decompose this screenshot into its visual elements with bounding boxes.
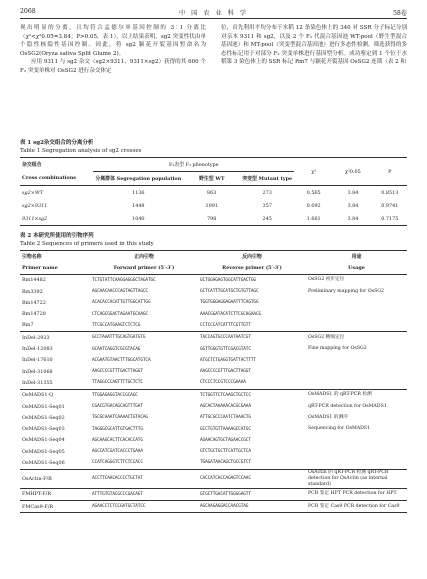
table2-cell-fwd: ACACACCACATTGTTGGCATTGG [92,300,151,306]
table2-cell-name: Rm14728 [22,311,46,318]
table-row [20,343,407,354]
table2-cell-name: InDel-31068 [22,368,53,375]
table1-cell-p: 0.8513 [381,189,399,196]
table1-header-chi05: χ²0.05 [333,158,372,186]
table2-cell-use [306,435,407,446]
table-row [20,274,407,286]
table-row [20,377,407,389]
table2-cell-name: OsMADS1-Q [22,392,54,399]
table2-cell-rev: GCTGGAGAGTGGCATTGACTGG [200,277,256,283]
table2-cell-fwd: TAGGGCGCATTGTGACTTTG [92,426,143,432]
table1-caption-cn: 表 1 sg2杂交组合的分离分析 [20,140,94,146]
table1-cell-p: 0.7175 [373,212,408,226]
table-row [20,401,407,412]
table2-cell-use: PCR 鉴定 Cas9 PCR detection for Cas9 [306,500,407,512]
table1-caption-en: Table 1 Segregation analysis of sg2 crosses [20,147,142,154]
table-row [20,435,407,446]
table2-cell-name: InDel-17610 [22,357,53,364]
table2-cell-rev: CCTCCCATCATTTCGTTGTT [198,320,306,332]
table2-cell-fwd: TGCGCAAATCAAAACTGTACAG [92,415,148,421]
table2-cell-rev: GCCTGTGTTAAAAGCCATGC [200,426,251,432]
table1-cell-combo: 9311×sg2 [20,212,93,226]
table1-cell-wt: 1091 [205,202,218,209]
table2-cell-fwd: ATTTGTGTACGCCCGACAGT [90,488,198,500]
table2-cell-name: OsMADS1-Seq04 [22,437,65,444]
table2-cell-name: OsMADS1-Seq03 [22,426,65,433]
table2-header-use-en: Usage [306,262,407,274]
table2-cell-use: OsSG2 精细定位 [308,334,345,340]
table2-cell-rev: GCTCATTTGCATGCTGTGTTAGC [200,289,259,295]
table-row [20,446,407,457]
table2-cell-use: qRT-PCR detection for OsMADS1 [308,403,387,409]
table2 [20,250,407,513]
table2-cell-use [306,366,407,377]
table2-cell-use: OsActin 的 qRT-PCR 检测 qRT-PCR detection for OsActin (as internal standard) [306,469,407,488]
table-row [20,355,407,366]
table1-header-chi: χ² [294,158,333,186]
table1-cell-seg: 1448 [132,202,145,209]
table-row [20,457,407,469]
table2-caption [20,233,154,248]
table2-cell-name: Rm3392 [22,288,43,295]
table2-header-name-en: Primer name [20,262,90,274]
table2-cell-name: InDel-31355 [20,377,90,389]
table2-cell-fwd: AGAACCTCTCCGATGCTATCC [90,500,198,512]
table2-cell-use [306,355,407,366]
table2-header-rev-cn: 反向引物 [198,251,306,263]
table1-cell-chi05: 3.84 [347,202,359,209]
body-paragraph: 现出明显的分离，且均符合孟德尔单基因控制的 3∶1 分离比（χ²<χ²0.05=3.84；P>0.05，表 1），以上结果表明，sg2 突变性状由单个隐性核隐性基因控制。因此，将 sg2 颖花开裂基因暂命名为 OsSG2(Oryza sativa Split Glume 2)。 [20,25,206,57]
table-row [20,389,407,401]
table2-cell-rev: CTCCCTCCGTCCCGAAAA [198,377,306,389]
table2-cell-rev: AGAACAGTGCTAGAACCGCT [200,437,251,443]
table1-header-wt: 野生型 WT [183,172,240,186]
table2-cell-rev: ATTGCGCCCAATCTAAACTG [200,415,251,421]
table1-cell-mut: 245 [240,212,294,226]
table2-cell-use [306,457,407,469]
table2-cell-fwd: TTGGAGAGGTACCGCAGC [92,392,138,398]
table2-cell-use [306,297,407,308]
table2-cell-rev: TGGTGGGAGGAGAATTTCAGTGG [200,300,259,306]
table1-cell-combo: sg2×WT [22,189,44,196]
table-row [20,423,407,434]
table-row [20,297,407,308]
table2-cell-fwd: TTAGGCCCAGTTTTGCTCTC [90,377,198,389]
body-left-column [20,24,206,76]
table2-cell-use [306,308,407,319]
table2-header-use-cn: 用途 [306,251,407,263]
table1-cell-p: 0.9741 [381,202,399,209]
table2-cell-rev: TCTGGTTCTCAAGCTGCTCC [200,392,251,398]
body-right-column [221,24,407,67]
table2-cell-name: OsMADS1-Seq06 [20,457,90,469]
table2-cell-rev: ATGCTCTGAGGTGATTACTTTT [200,357,256,363]
table2-cell-fwd: AGCAAGCACTTCACACCATG [92,437,143,443]
table-row [20,199,407,212]
table2-cell-name: InDel-12083 [22,346,53,353]
table2-cell-rev: AAACGGATACATCTTCGCAGAACG [200,311,262,317]
table2-cell-fwd: AAGCCCCGTTTGACTTAGGT [92,369,143,375]
table2-cell-name: Rm7 [20,320,90,332]
table1-header-combo-cn: 杂交组合 [20,158,93,172]
table2-cell-use: Preliminary mapping for OsSG2 [308,288,385,294]
table2-cell-name: OsMADS1-Seq05 [22,448,65,455]
table1-cell-combo: sg2×9311 [22,202,48,209]
table1-caption [20,140,141,155]
table2-header-fwd-en: Forward primer (5′-3′) [90,262,198,274]
table1-cell-chi: 1.661 [294,212,333,226]
table2-cell-fwd: GCAATCAGGTCGCGTACAG [92,346,141,352]
table-row [20,469,407,488]
table2-cell-fwd: CTCAGCGGACTAGAATGCAAGC [92,311,148,317]
table2-cell-rev: TGAGATAACAGCTGCCGTCT [198,457,306,469]
table-row [20,488,407,500]
table2-cell-rev: AGCAAGAGGACCAACGTAG [198,500,306,512]
table2-cell-fwd: CCATCAGGGTCTTCTCCACC [90,457,198,469]
table-row [20,186,407,200]
table1-header-mut: 突变型 Mutant type [240,172,294,186]
table-row [20,500,407,512]
table2-caption-cn: 表 2 本研究所使用的引物序列 [20,233,94,239]
table2-cell-rev: GGTTGGGTGTTCGACGTATC [200,346,251,352]
table2-cell-fwd: TTCGCCATGAAGTCTCTCG [90,320,198,332]
table2-cell-use [306,446,407,457]
table1-cell-seg: 1040 [93,212,183,226]
table2-cell-use: OsMADS1 的 qRT-PCR 检测 [308,392,372,398]
table2-cell-fwd: AGCAACAACCCAGTAGTTAGCC [92,289,148,295]
table2-cell-fwd: ACGAATGTAACTTTGGCATGTCA [92,357,151,363]
table1-header-seg: 分离群体 Segregation population [93,172,183,186]
table-row [20,212,407,226]
table2-header-fwd-cn: 正向引物 [90,251,198,263]
header-rule [20,18,407,19]
table2-cell-name: Rm14482 [22,277,46,284]
table2-cell-fwd: CGACGTGACAGCAGTTTGAT [92,404,143,409]
table2-cell-fwd: AGCCATCGATCACCCTGAAA [92,449,143,455]
page-number: 2068 [20,8,36,15]
table2-cell-use: OsSG2 初步定位 [308,277,345,283]
table2-cell-rev: GTCTGCTGCTTCATTGCTCA [200,449,251,455]
table2-cell-rev: CACCATCACCAGAGTCCAAC [198,469,306,488]
body-paragraph: 应用 9311 与 sg2 杂交（sg2×9311、9311×sg2）获得的其 600 个 F₂ 突变单株对 OsSG2 进行杂交体定 [20,59,206,74]
table2-cell-name: Rm14722 [22,299,46,306]
table1-header-group: F₂表型 F₂ phenotype [93,158,294,172]
table1 [20,157,407,226]
table-row [20,332,407,344]
table2-cell-rev: TACCAGTGCCCAATAATCGT [200,335,251,341]
table2-header-rev-en: Reverse primer (5′-3′) [198,262,306,274]
table-row [20,366,407,377]
table2-cell-use: OsMADS1 的测序 [308,414,348,420]
table1-header-p: P [373,158,408,186]
table2-cell-use: PCR 鉴定 HPT PCR detection for HPT [306,488,407,500]
table1-cell-wt: 798 [183,212,240,226]
table1-cell-chi05: 3.84 [347,189,359,196]
table1-cell-wt: 863 [207,189,217,196]
table2-cell-use: Sequencing for OsMADS1 [308,426,371,432]
body-paragraph: 位，首先利用平均分布于水稻 12 条染色体上的 340 对 SSR 分子标记分别对亲本 9311 和 sg2，以及 2 个 F₂ 代混合基因池 WT-pool（野生型混合基因池）和 MT-pool（突变型混合基因池）进行多态性检测，筛选获得的多态性标记用于对部分 F₂ 突变单株进行基因型分析。成功鉴定到 1 个位于水稻第 3 染色体上的 SSR 标记 Rm7 与颖花开裂基因 OsSG2 连锁（表 2 和 [221,25,407,66]
table2-cell-use: Fine mapping for OsSG2 [308,346,367,352]
table2-cell-use [306,377,407,389]
table1-cell-seg: 1136 [132,189,145,196]
table2-cell-fwd: ACCTTCAACACCCCTGCTAT [90,469,198,488]
table1-header-combo-en: Cross combinations [20,172,93,186]
table1-cell-chi: 0.092 [306,202,321,209]
volume-label: 58卷 [392,10,407,17]
table2-caption-en: Table 2 Sequences of primers used in this study [20,240,154,247]
table2-cell-name: FMCas9-F/R [20,500,90,512]
table-row [20,320,407,332]
table2-cell-use [306,320,407,332]
table2-cell-name: OsMADS1-Seq01 [22,403,65,410]
table1-cell-chi05: 3.84 [333,212,372,226]
table2-cell-name: FMHPT-F/R [20,488,90,500]
table2-cell-name: InDel-2923 [22,334,50,341]
table-row [20,412,407,423]
table2-header-name-cn: 引物名称 [20,251,90,263]
journal-title: 中 国 农 业 科 学 [179,10,248,17]
table2-cell-rev: GTGCTTGACATTGGGGAGTT [198,488,306,500]
table2-cell-rev: AAGCCCCGTTTGACTTAGGT [200,369,251,375]
table2-cell-name: OsMADS1-Seq02 [22,414,65,421]
table-row [20,286,407,297]
table2-cell-rev: AGCACTAAAAACACGCGAAA [200,404,251,409]
table-row [20,308,407,319]
table1-cell-chi: 0.565 [306,189,321,196]
table2-cell-name: OsActin-F/R [20,469,90,488]
table2-cell-fwd: TCTGTATTCAAGGAGGGCTAGATGC [92,277,156,283]
table1-cell-mut: 273 [262,189,272,196]
table2-cell-fwd: GCCTAAATTTGCAGTGATGTG [92,335,146,341]
table1-cell-mut: 357 [262,202,272,209]
